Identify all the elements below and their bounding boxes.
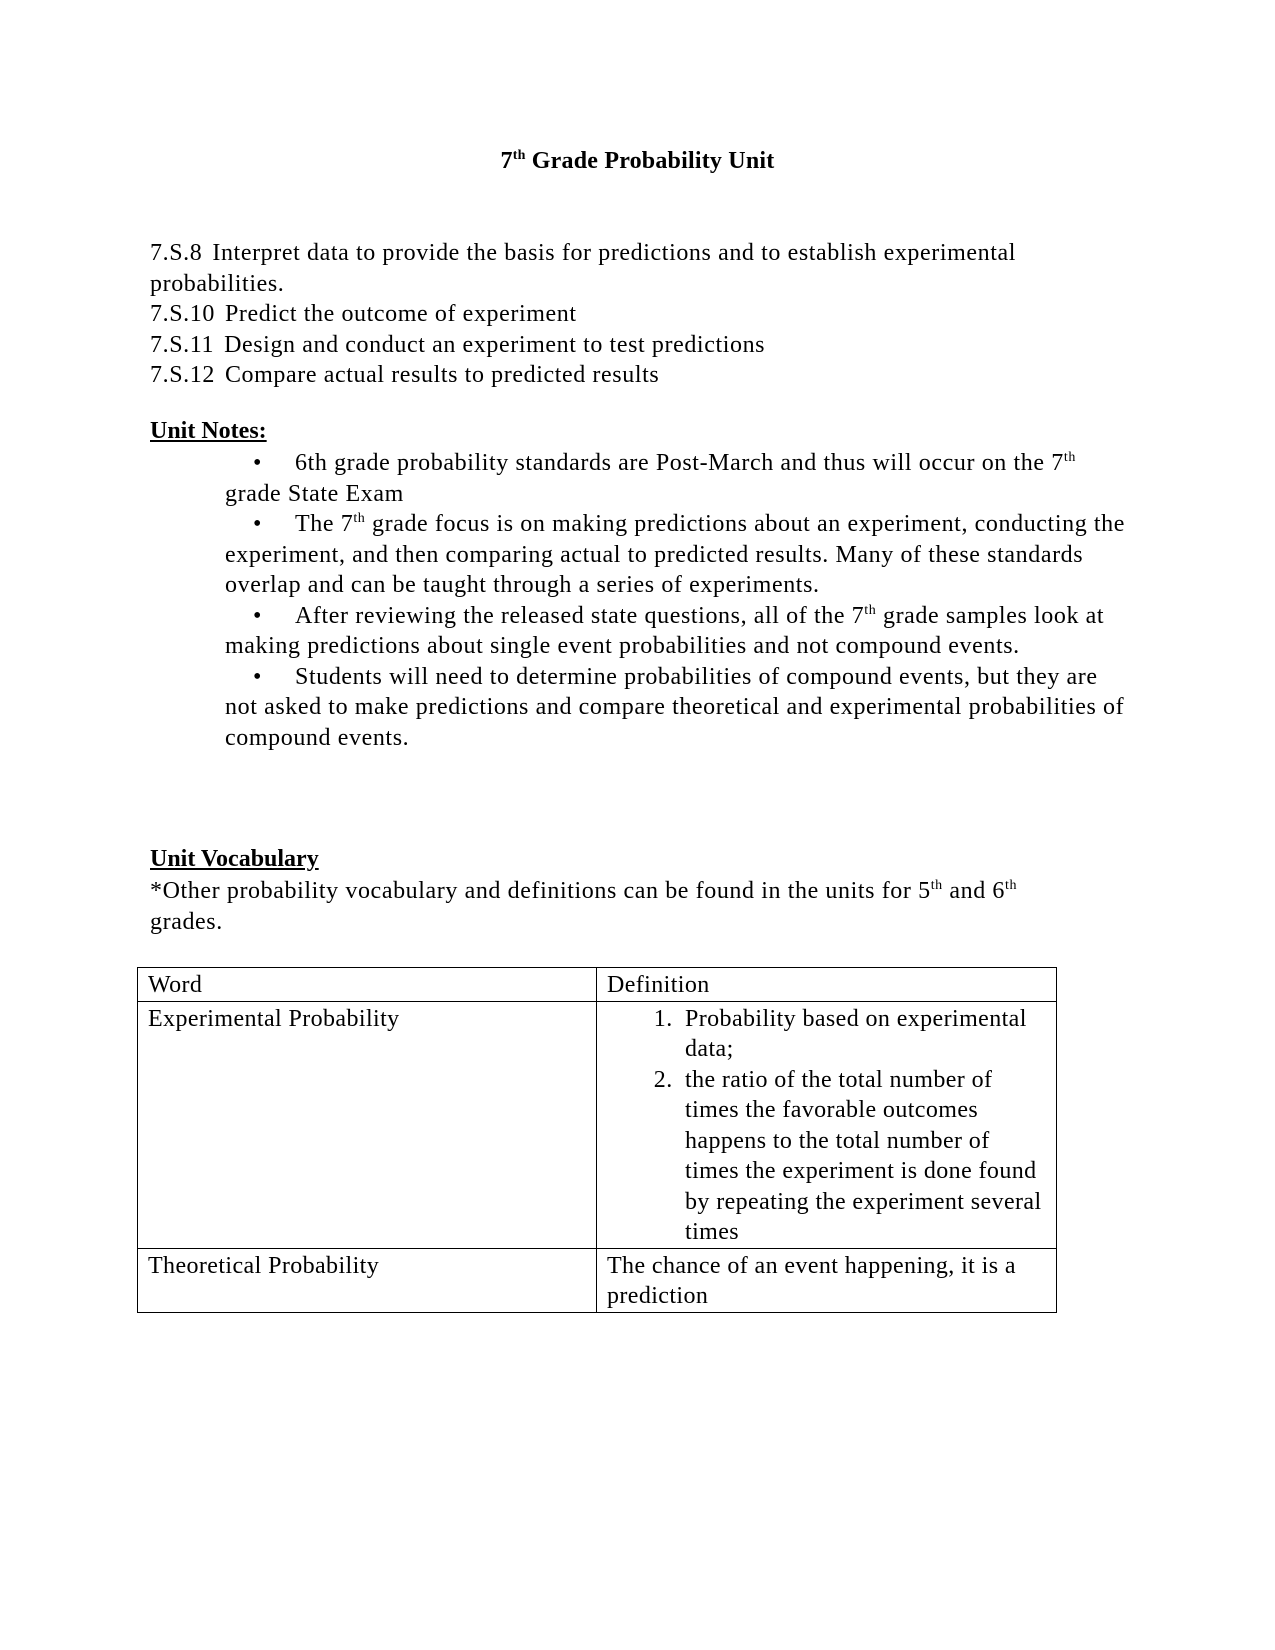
note-item — [225, 509, 1125, 601]
title-superscript: th — [512, 148, 526, 163]
table-row — [138, 1001, 1057, 1248]
standard-item — [150, 330, 1050, 361]
definition-cell: The chance of an event happening, it is a prediction — [597, 1248, 1057, 1312]
vocabulary-note-superscript: th — [1005, 878, 1018, 893]
definition-list — [607, 1004, 1046, 1248]
note-text: After reviewing the released state questions, all of the 7 — [295, 602, 865, 629]
bullet-icon: • — [253, 663, 263, 690]
note-superscript: th — [864, 602, 877, 618]
word-cell: Experimental Probability — [138, 1001, 597, 1248]
bullet-icon: • — [253, 602, 263, 629]
unit-notes-list — [225, 448, 1125, 753]
standard-text: Compare actual results to predicted results — [224, 362, 660, 388]
standard-code: 7.S.12 — [150, 362, 215, 388]
vocabulary-note-superscript: th — [930, 878, 943, 893]
standards-list — [150, 238, 1050, 391]
standard-text: Predict the outcome of experiment — [224, 301, 577, 327]
standard-code: 7.S.8 — [150, 240, 203, 266]
vocabulary-note-part: *Other probability vocabulary and definitions can be found in the units for 5 — [150, 878, 931, 904]
vocabulary-table — [137, 967, 1057, 1313]
column-header-word: Word — [138, 968, 597, 1002]
vocabulary-note — [150, 876, 1080, 937]
vocabulary-note-part: grades. — [150, 908, 223, 935]
standard-code: 7.S.11 — [150, 331, 215, 358]
note-text: Students will need to determine probabilities of compound events, but they are not asked to make predictions and compare theoretical and experimental probabilities of compound events. — [225, 663, 1125, 751]
note-superscript: th — [1063, 450, 1076, 465]
table-row — [138, 1248, 1057, 1312]
note-item — [225, 601, 1125, 662]
column-header-definition: Definition — [597, 968, 1057, 1002]
unit-notes-heading: Unit Notes: — [150, 418, 267, 444]
vocabulary-note-text — [150, 876, 1080, 937]
standard-text: Interpret data to provide the basis for predictions and to establish experimental probabilities. — [150, 240, 1017, 297]
standard-text: Design and conduct an experiment to test predictions — [224, 331, 766, 358]
bullet-icon: • — [253, 511, 263, 537]
word-cell: Theoretical Probability — [138, 1248, 597, 1312]
bullet-icon: • — [253, 450, 263, 476]
definition-item: 1. Probability based on experimental data; — [679, 1004, 1046, 1065]
unit-vocabulary-heading: Unit Vocabulary — [150, 846, 319, 872]
page-title — [0, 148, 1275, 175]
note-text: 6th grade probability standards are Post-March and thus will occur on the 7 — [295, 450, 1064, 476]
note-text-continued: grade focus is on making predictions about an experiment, conducting the experiment, and then comparing actual to predicted results. Many of these standards overlap and can be taught through a series of experiments. — [225, 511, 1126, 598]
title-prefix: 7 — [500, 148, 513, 174]
note-text-continued: grade samples look at making predictions about single event probabilities and not compound events. — [225, 602, 1105, 659]
note-text-continued: grade State Exam — [225, 480, 404, 507]
note-item — [225, 662, 1125, 754]
note-item — [225, 448, 1125, 509]
standard-code: 7.S.10 — [150, 301, 215, 327]
vocabulary-note-part: and 6 — [942, 878, 1006, 904]
definition-cell — [597, 1001, 1057, 1248]
note-text: The 7 — [295, 511, 354, 537]
title-rest: Grade Probability Unit — [525, 148, 775, 174]
standard-item — [150, 238, 1050, 299]
definition-item: 2. the ratio of the total number of times the favorable outcomes happens to the total number of times the experiment is done found by repeating the experiment several times — [679, 1065, 1046, 1248]
standard-item — [150, 299, 1050, 330]
note-superscript: th — [353, 511, 366, 526]
table-header-row — [138, 968, 1057, 1002]
standard-item — [150, 360, 1050, 391]
